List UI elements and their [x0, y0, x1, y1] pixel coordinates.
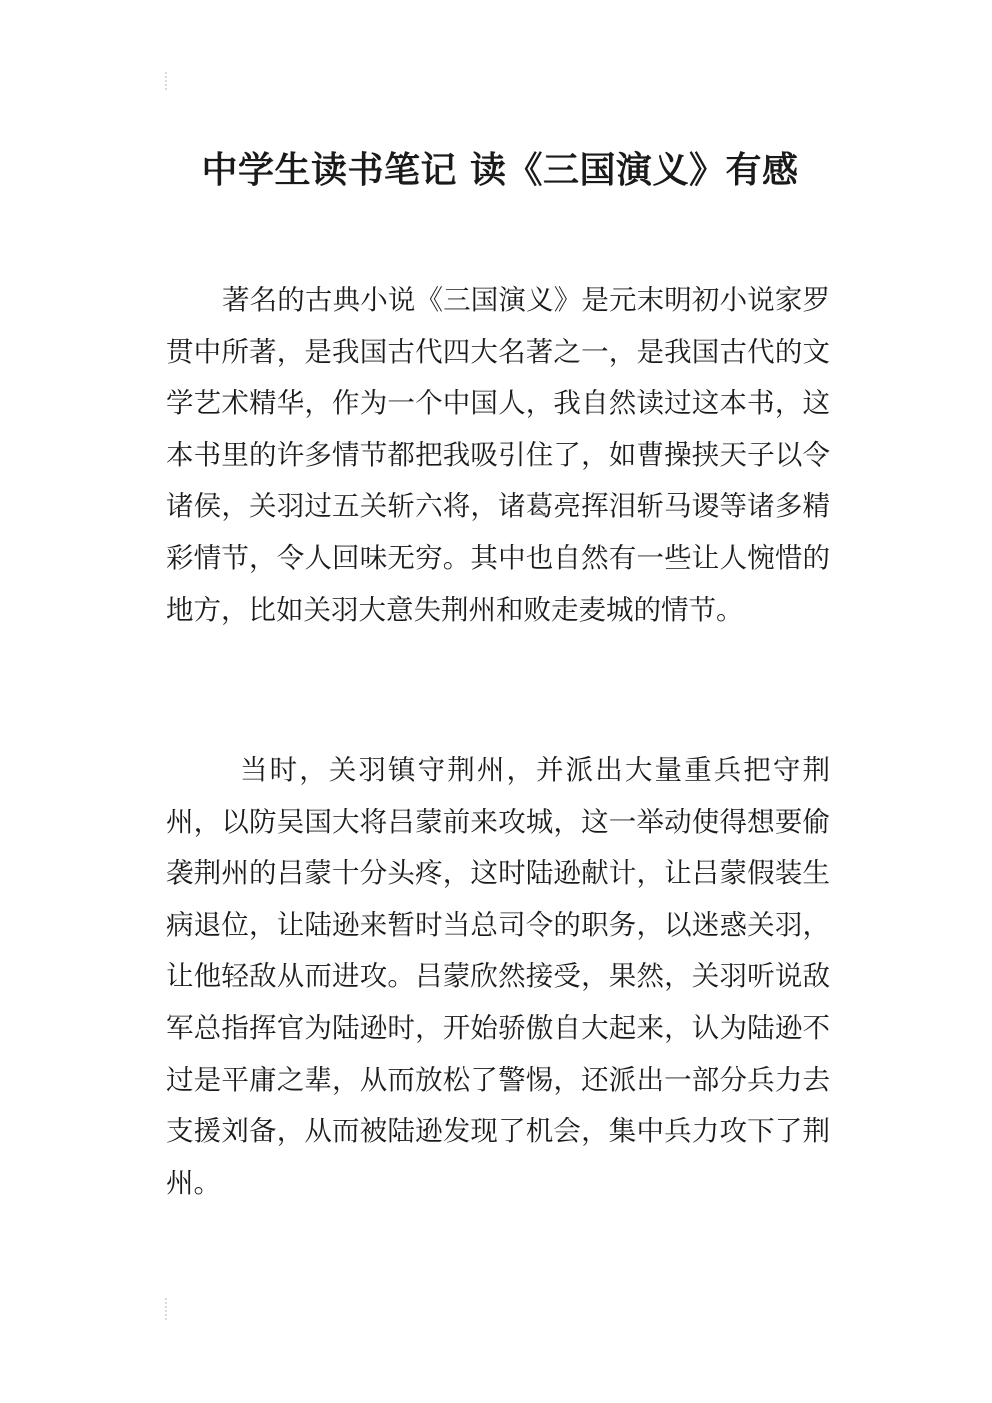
- paragraph-2: 当时，关羽镇守荆州，并派出大量重兵把守荆州，以防吴国大将吕蒙前来攻城，这一举动使得想要偷袭荆州的吕蒙十分头疼，这时陆逊献计，让吕蒙假装生病退位，让陆逊来暂时当总司令的职务，以迷惑关羽，让他轻敌从而进攻。吕蒙欣然接受，果然，关羽听说敌军总指挥官为陆逊时，开始骄傲自大起来，认为陆逊不过是平庸之辈，从而放松了警惕，还派出一部分兵力去支援刘备，从而被陆逊发现了机会，集中兵力攻下了荆州。: [166, 754, 830, 1199]
- page-margin-mark-top: [165, 72, 167, 90]
- page-margin-mark-bottom: [165, 1298, 167, 1322]
- paragraph-1: 著名的古典小说《三国演义》是元末明初小说家罗贯中所著，是我国古代四大名著之一，是我国古代的文学艺术精华，作为一个中国人，我自然读过这本书，这本书里的许多情节都把我吸引住了，如曹操挟天子以令诸侯，关羽过五关斩六将，诸葛亮挥泪斩马谡等诸多精彩情节，令人回味无穷。其中也自然有一些让人惋惜的地方，比如关羽大意失荆州和败走麦城的情节。: [166, 284, 830, 626]
- document-title: 中学生读书笔记 读《三国演义》有感: [201, 150, 799, 192]
